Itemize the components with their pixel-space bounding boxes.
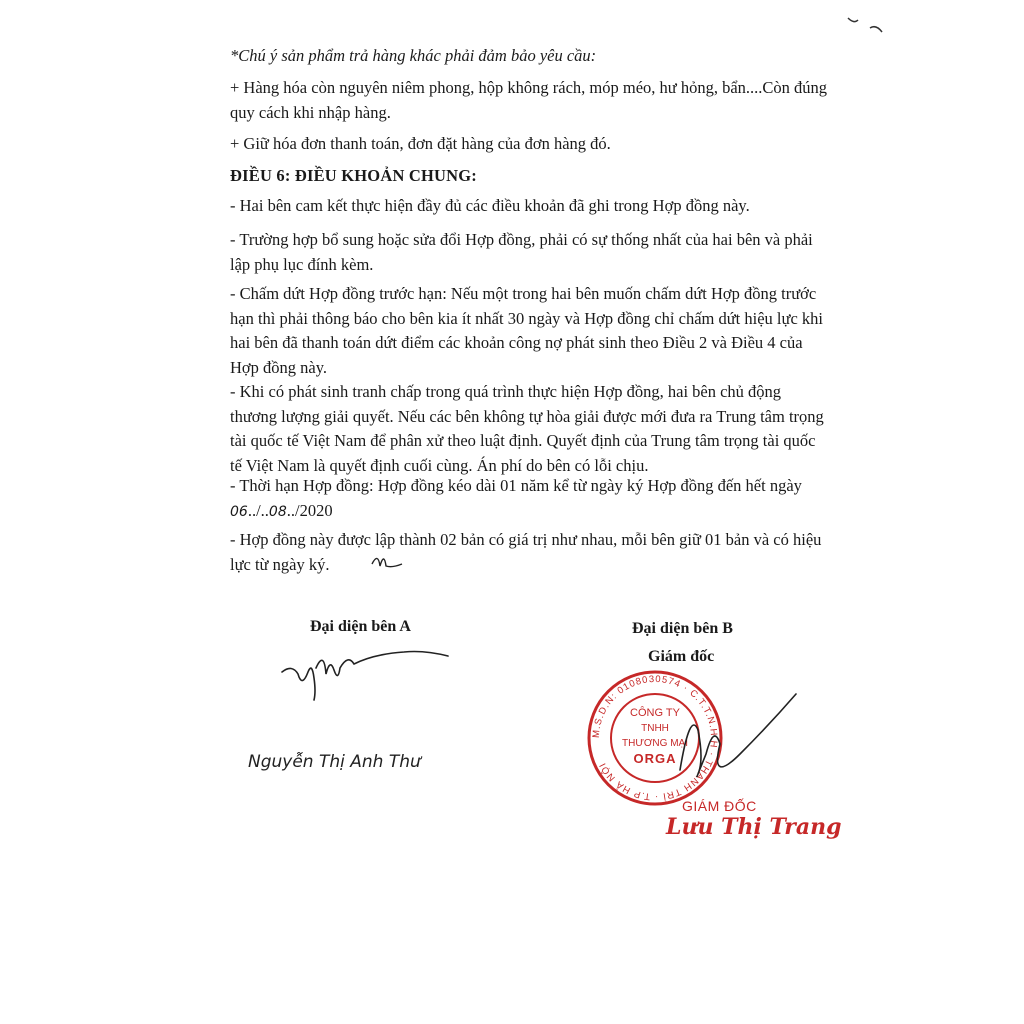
stamp-line-2: TNHH <box>641 723 669 734</box>
contract-end-month: 08 <box>268 503 287 520</box>
clause-5-text: - Thời hạn Hợp đồng: Hợp đồng kéo dài 01 năm kể từ ngày ký Hợp đồng đến hết ngày <box>230 476 802 495</box>
clause-6: - Hợp đồng này được lập thành 02 bản có giá trị như nhau, mỗi bên giữ 01 bản và có hiệu lực từ ngày ký. <box>230 530 822 574</box>
clause-5 <box>230 474 830 524</box>
clause-3: - Chấm dứt Hợp đồng trước hạn: Nếu một trong hai bên muốn chấm dứt Hợp đồng trước hạn thì phải thông báo cho bên kia ít nhất 30 ngày và Hợp đồng chỉ chấm dứt hiệu lực khi hai bên đã thanh toán dứt điểm các khoản công nợ phát sinh theo Điều 2 và Điều 4 của Hợp đồng này. <box>230 284 823 377</box>
date-dots: .. <box>260 500 269 520</box>
clause-2: - Trường hợp bổ sung hoặc sửa đổi Hợp đồng, phải có sự thống nhất của hai bên và phải lập phụ lục đính kèm. <box>230 230 813 274</box>
contract-end-year: /2020 <box>295 500 333 520</box>
party-b-role: Giám đốc <box>648 648 715 665</box>
party-b-signature-icon <box>650 690 800 800</box>
stamp-line-1: CÔNG TY <box>630 707 680 719</box>
clause-1: - Hai bên cam kết thực hiện đầy đủ các điều khoản đã ghi trong Hợp đồng này. <box>230 196 750 215</box>
note-item-2: + Giữ hóa đơn thanh toán, đơn đặt hàng của đơn hàng đó. <box>230 134 611 153</box>
party-a-signature-icon <box>276 646 466 706</box>
party-b-label: Đại diện bên B <box>632 620 733 637</box>
director-title: GIÁM ĐỐC <box>682 798 757 814</box>
stamp-line-4: ORGA <box>633 751 677 766</box>
date-separator: / <box>256 500 261 520</box>
article-heading: ĐIỀU 6: ĐIỀU KHOẢN CHUNG: <box>230 166 478 185</box>
stamp-ring-text: M.S.D.N: 0108030574 · C.T.T.N.H.H · THANH TRÌ · T.P HÀ NỘI <box>590 673 720 803</box>
note-title: *Chú ý sản phẩm trả hàng khác phải đảm bảo yêu cầu: <box>230 46 597 65</box>
note-item-1: + Hàng hóa còn nguyên niêm phong, hộp không rách, móp méo, hư hỏng, bẩn....Còn đúng quy cách khi nhập hàng. <box>230 78 828 122</box>
clause-4: - Khi có phát sinh tranh chấp trong quá trình thực hiện Hợp đồng, hai bên chủ động thương lượng giải quyết. Nếu các bên không tự hòa giải được mới đưa ra Trung tâm trọng tài quốc tế Việt Nam để phân xử theo luật định. Quyết định của Trung tâm trọng tài quốc tế Việt Nam là quyết định cuối cùng. Án phí do bên có lỗi chịu. <box>230 382 824 475</box>
date-dots: .. <box>247 500 257 520</box>
corner-scribble-icon <box>842 14 892 44</box>
date-dots: .. <box>286 500 295 520</box>
stamp-line-3: THƯƠNG MẠI <box>621 738 689 749</box>
party-a-signer-name: Nguyễn Thị Anh Thư <box>248 752 421 772</box>
director-name: Lưu Thị Trang <box>666 814 842 840</box>
initials-mark-icon <box>368 548 408 572</box>
contract-end-day: 06 <box>230 503 248 520</box>
party-a-label: Đại diện bên A <box>310 618 411 635</box>
